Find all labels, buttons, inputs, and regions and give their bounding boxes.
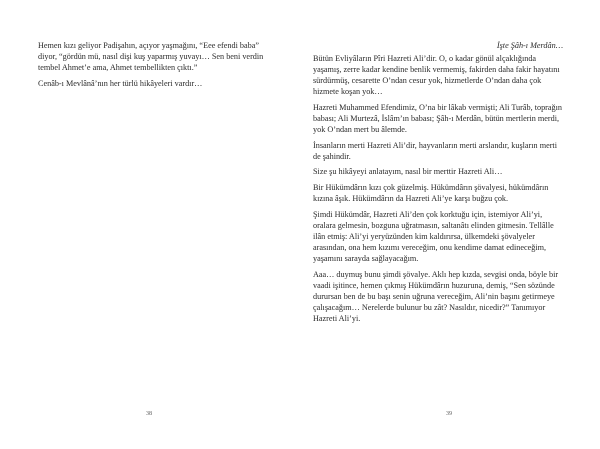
paragraph: Size şu hikâyeyi anlatayım, nasıl bir merttir Hazreti Ali…	[313, 167, 503, 177]
right-text-block	[313, 40, 563, 329]
paragraph: İnsanların merti Hazreti Ali’dir, hayvanların merti arslandır, kuşların merti de şahindir.	[313, 140, 557, 161]
section-heading: İşte Şâh-ı Merdân…	[496, 41, 563, 50]
page-number: 38	[146, 411, 152, 417]
paragraph: Hemen kızı geliyor Padişahın, açıyor yaşmağını, “Eee efendi baba” diyor, “gördün mü, nasıl dişi kuş yaparmış yuvayı… Sen beni verdin tembel Ahmet’e ama, Ahmet tembellikten çıktı.”	[38, 41, 264, 73]
paragraph: Hazreti Muhammed Efendimiz, O’na bir lâkab vermişti; Ali Turâb, toprağın babası; Ali Murtezâ, İslâm’ın babası; Şâh-ı Merdân, bütün mertlerin merdi, yok O’ndan mert bu âlemde.	[313, 102, 562, 135]
left-text-block	[38, 40, 274, 93]
right-page	[300, 0, 600, 449]
paragraph: Cenâb-ı Mevlânâ’nın her türlü hikâyeleri vardır…	[38, 78, 203, 88]
paragraph: Bir Hükümdârın kızı çok güzelmiş. Hükümdârın şövalyesi, hükümdârın kızına âşık. Hükümdârın da Hazreti Ali’ye karşı buğzu çok.	[313, 183, 549, 204]
paragraph: Şimdi Hükümdâr, Hazreti Ali’den çok korktuğu için, istemiyor Ali’yi, oralara gelmesin, bozguna uğratmasın, saltanâtı elinden gitmesin. Tellâlle ilân etmiş: Ali’yi yeryüzünden kim kaldırırsa, ülkemdeki şövalyeler arasından, ona hem kızımı vereceğim, onu kendime damat edineceğim, yaşamını sarayda sağlayacağım.	[313, 209, 554, 264]
paragraph: Aaa… duymuş bunu şimdi şövalye. Aklı hep kızda, sevgisi onda, böyle bir vaadi işitince, hemen çıkmış Hükümdârın huzuruna, demiş, “Sen sözünde durursan ben de bu başı senin uğruna vereceğim, Ali’nin başını getirmeye çalışacağım… Nerelerde bulunur bu zât? Nasıldır, nicedir?” Tanımıyor Hazreti Ali’yi.	[313, 269, 559, 324]
paragraph: Bütün Evliyâların Pîri Hazreti Ali’dir. O, o kadar gönül alçaklığında yaşamış, zerre kadar kendine benlik vermemiş, fakirden daha fakir hayatını sürdürmüş, cesarette O’ndan cesur yok, hizmetlerde O’ndan daha çok hizmete koşan yok…	[313, 54, 560, 97]
page-number: 39	[446, 411, 452, 417]
